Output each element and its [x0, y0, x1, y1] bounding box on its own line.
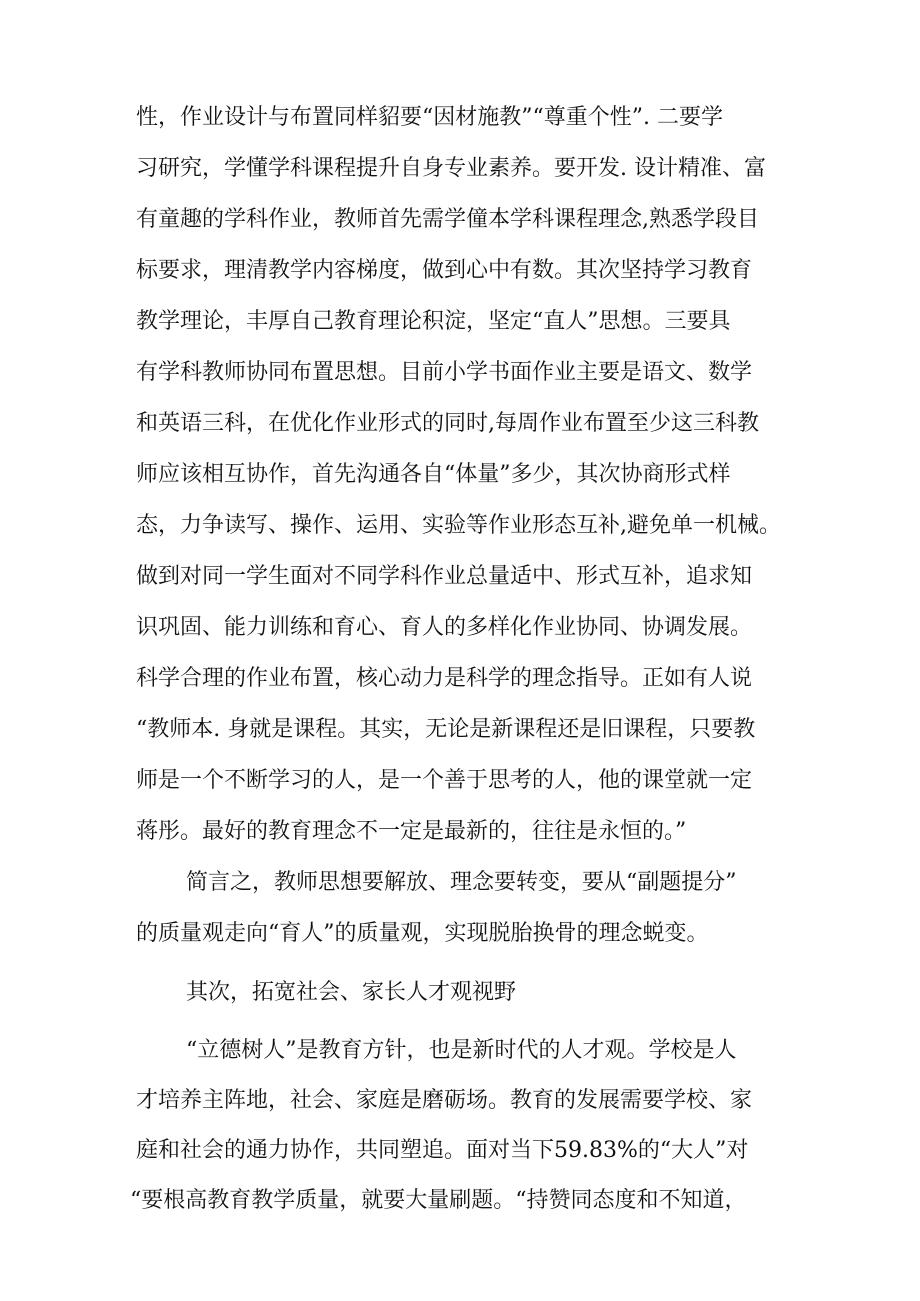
paragraph-1-line-4: 标要求，理清教学内容梯度，做到心中有数。其次坚持学习教育 — [136, 258, 753, 283]
paragraph-3-line-2: 才培养主阵地，社会、家庭是磨砺场。教育的发展需要学校、家 — [136, 1088, 753, 1113]
paragraph-3-line-1: “立德树人”是教育方针，也是新时代的人才观。学校是人 — [186, 1038, 737, 1063]
paragraph-3-line-4: “要根高教育教学质量，就要大量刷题。“持赞同态度和不知道， — [130, 1188, 747, 1213]
paragraph-1-line-14: 师是一个不断学习的人，是一个善于思考的人，他的课堂就一定 — [136, 768, 753, 793]
paragraph-1-line-11: 识巩固、能力训练和育心、育人的多样化作业协同、协调发展。 — [136, 615, 753, 640]
paragraph-1-line-12: 科学合理的作业布置，核心动力是科学的理念指导。正如有人说 — [136, 666, 753, 691]
paragraph-1-line-3: 有童趣的学科作业，教师首先需学僮本学科课程理念,熟悉学段目 — [136, 207, 759, 232]
paragraph-1-line-9: 态，力争读写、操作、运用、实验等作业形态互补,避免单一机械。 — [136, 513, 781, 538]
paragraph-1-line-10: 做到对同一学生面对不同学科作业总量适中、形式互补，追求知 — [136, 564, 753, 589]
section-heading: 其次，拓宽社会、家长人才观视野 — [186, 980, 517, 1005]
paragraph-1-line-1: 性，作业设计与布置同样貂要“因材施教”“尊重个性”. 二要学 — [136, 105, 723, 130]
paragraph-1-line-7: 和英语三科，在优化作业形式的同时,每周作业布置至少这三科教 — [136, 411, 759, 436]
paragraph-1-line-2: 习研究，学懂学科课程提升自身专业素养。要开发. 设计精准、富 — [136, 156, 766, 181]
paragraph-1-line-15: 蒋彤。最好的教育理念不一定是最新的，往往是永恒的。” — [136, 819, 687, 844]
paragraph-3-line-3: 庭和社会的通力协作，共同塑追。面对当下59.83%的“大人”对 — [136, 1138, 749, 1163]
paragraph-2-line-1: 简言之，教师思想要解放、理念要转变，要从“副题提分” — [186, 870, 737, 895]
paragraph-2-line-2: 的质量观走向“育人”的质量观，实现脱胎换骨的理念蜕变。 — [136, 921, 709, 946]
paragraph-1-line-8: 师应该相互协作，首先沟通各自“体量”多少，其次协商形式样 — [136, 462, 731, 487]
paragraph-1-line-6: 有学科教师协同布置思想。目前小学书面作业主要是语文、数学 — [136, 360, 753, 385]
paragraph-1-line-13: “教师本. 身就是课程。其实，无论是新课程还是旧课程，只要教 — [136, 717, 756, 742]
paragraph-1-line-5: 教学理论，丰厚自己教育理论积淀，坚定“直人”思想。三要具 — [136, 309, 731, 334]
